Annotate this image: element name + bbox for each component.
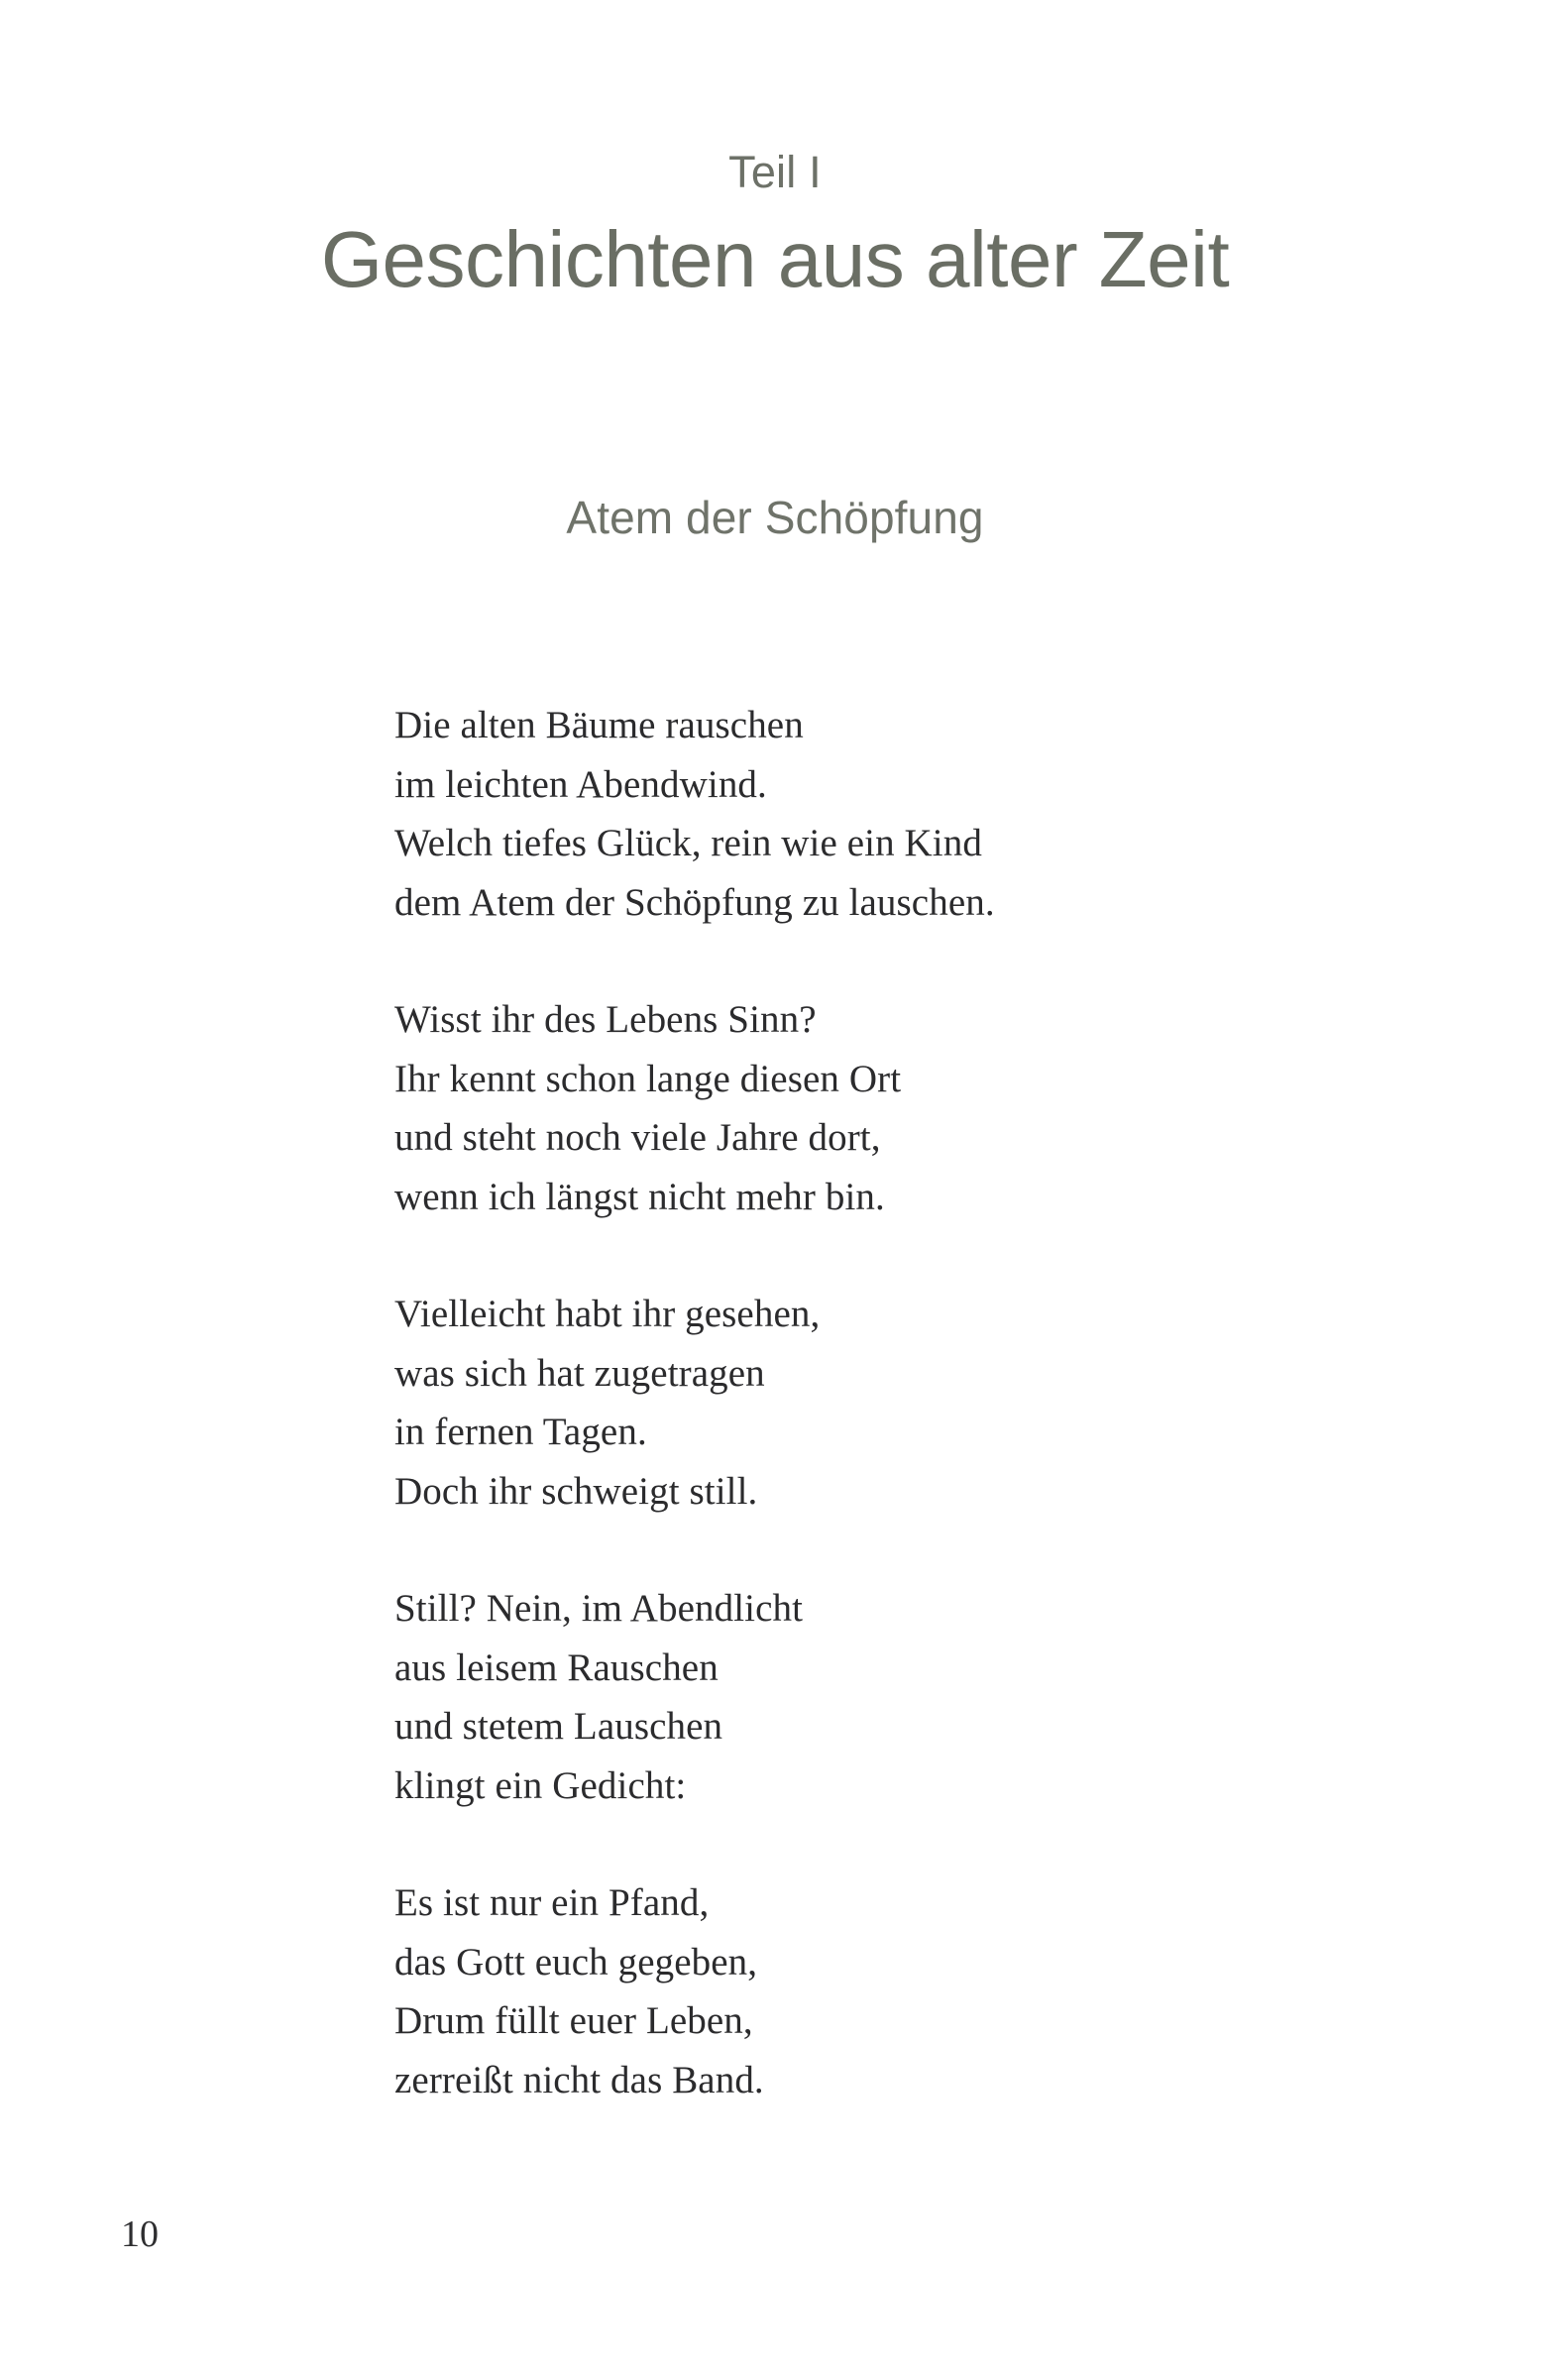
poem-stanza [394,1285,1247,1521]
poem-line: und stetem Lauschen [394,1705,723,1748]
poem-body [394,696,1247,2109]
poem-stanza [394,1579,1247,1815]
poem-line: Doch ihr schweigt still. [394,1469,758,1513]
poem-line: klingt ein Gedicht: [394,1763,687,1807]
poem-line: aus leisem Rauschen [394,1645,719,1689]
poem-line: Still? Nein, im Abendlicht [394,1587,804,1630]
poem-line: Welch tiefes Glück, rein wie ein Kind [394,822,982,864]
poem-line: in fernen Tagen. [394,1411,647,1453]
part-label: Teil I [728,147,822,197]
poem-stanza [394,696,1247,932]
poem-line: was sich hat zugetragen [394,1351,765,1395]
page-number: 10 [121,2213,159,2255]
poem-line: Die alten Bäume rauschen [394,704,804,746]
poem-line: wenn ich längst nicht mehr bin. [394,1175,885,1218]
poem-line: Es ist nur ein Pfand, [394,1881,710,1924]
poem-line: das Gott euch gegeben, [394,1940,758,1983]
poem-line: und steht noch viele Jahre dort, [394,1116,881,1159]
poem-line: dem Atem der Schöpfung zu lauschen. [394,880,995,924]
part-title: Geschichten aus alter Zeit [320,215,1230,304]
poem-line: Ihr kennt schon lange diesen Ort [394,1057,902,1100]
poem-title: Atem der Schöpfung [566,492,984,543]
poem-line: im leichten Abendwind. [394,762,767,806]
poem-line: Drum füllt euer Leben, [394,1999,753,2042]
poem-line: Wisst ihr des Lebens Sinn? [394,998,817,1041]
poem-stanza [394,1873,1247,2109]
poem-line: zerreißt nicht das Band. [394,2058,764,2101]
poem-stanza [394,990,1247,1226]
part-heading-block [0,149,1550,303]
poem-line: Vielleicht habt ihr gesehen, [394,1293,821,1335]
